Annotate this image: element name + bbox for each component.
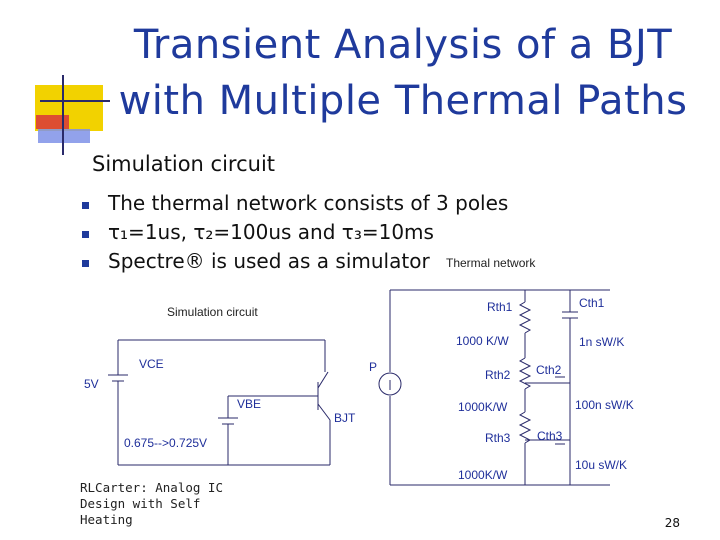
footer-credit: RLCarter: Analog IC Design with Self Heating xyxy=(80,480,223,527)
cth2-value: 100n sW/K xyxy=(575,398,634,412)
rth3-value: 1000K/W xyxy=(458,468,508,482)
slide-title-line2: with Multiple Thermal Paths xyxy=(118,78,688,124)
page-number: 28 xyxy=(664,516,680,530)
cth3-label: Cth3 xyxy=(537,429,563,443)
simulation-circuit-caption: Simulation circuit xyxy=(167,305,258,319)
cth2-label: Cth2 xyxy=(536,363,562,377)
rth3-label: Rth3 xyxy=(485,431,511,445)
cth1-value: 1n sW/K xyxy=(579,335,625,349)
source-5v-label: 5V xyxy=(84,377,99,391)
rth2-value: 1000K/W xyxy=(458,400,508,414)
rth2-label: Rth2 xyxy=(485,368,511,382)
bjt-label: BJT xyxy=(334,411,356,425)
cth3-value: 10u sW/K xyxy=(575,458,628,472)
bullet-item: Spectre® is used as a simulator xyxy=(108,249,430,273)
cth1-label: Cth1 xyxy=(579,296,605,310)
bullet-item: τ₁=1us, τ₂=100us and τ₃=10ms xyxy=(108,220,434,244)
vce-label: VCE xyxy=(139,357,164,371)
bullet-item: The thermal network consists of 3 poles xyxy=(108,191,509,215)
vbe-label: VBE xyxy=(237,397,262,411)
slide-title-line1: Transient Analysis of a BJT xyxy=(133,22,673,68)
rth1-label: Rth1 xyxy=(487,300,513,314)
subtitle: Simulation circuit xyxy=(92,152,276,176)
thermal-network-caption: Thermal network xyxy=(446,256,536,270)
rth1-value: 1000 K/W xyxy=(456,334,509,348)
vbe-sweep-label: 0.675-->0.725V xyxy=(124,436,208,450)
power-label: P xyxy=(369,360,378,374)
